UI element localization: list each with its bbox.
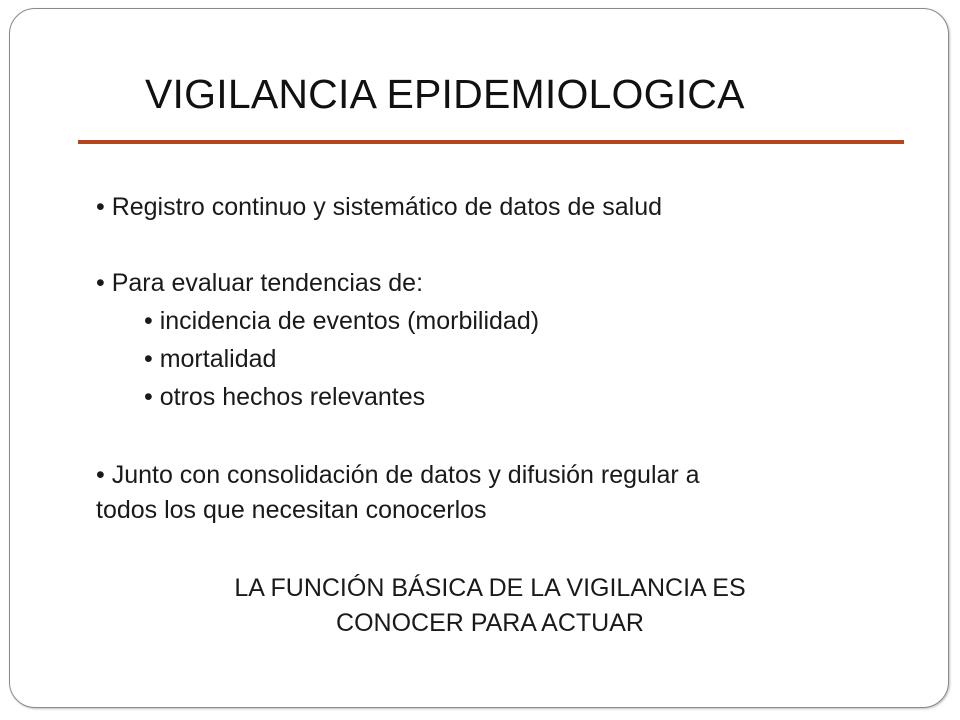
bullet-evaluar-tendencias: • Para evaluar tendencias de: — [96, 269, 424, 297]
slide-frame — [9, 8, 949, 708]
slide-title: VIGILANCIA EPIDEMIOLOGICA — [145, 71, 745, 117]
bullet-consolidacion-line1: • Junto con consolidación de datos y difusión regular a — [96, 461, 700, 489]
sub-bullet-incidencia: • incidencia de eventos (morbilidad) — [144, 307, 540, 335]
conclusion-line1: LA FUNCIÓN BÁSICA DE LA VIGILANCIA ES — [234, 574, 746, 602]
sub-bullet-mortalidad: • mortalidad — [144, 345, 277, 373]
bullet-consolidacion-line2: todos los que necesitan conocerlos — [96, 496, 487, 524]
bullet-registro: • Registro continuo y sistemático de datos de salud — [96, 193, 663, 221]
sub-bullet-otros-hechos: • otros hechos relevantes — [144, 383, 426, 411]
conclusion-line2: CONOCER PARA ACTUAR — [336, 609, 644, 637]
conclusion-statement — [90, 571, 890, 641]
title-underline — [78, 140, 904, 144]
